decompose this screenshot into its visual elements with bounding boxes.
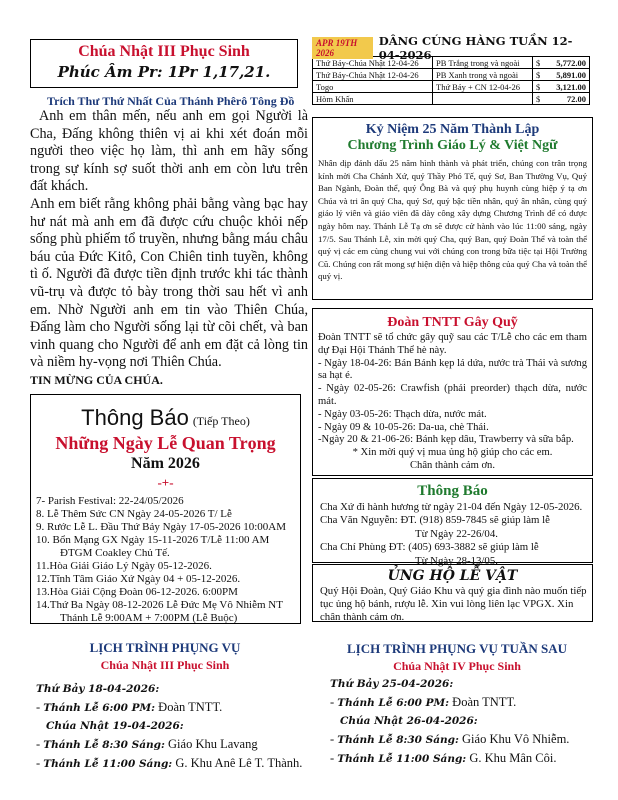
tntt-intro: Đoàn TNTT sẽ tổ chức gây quỹ sau các T/Lễ cho các em tham dự Đại Hội Thánh Thể hè này. — [318, 332, 587, 356]
schedule-right-subtitle: Chúa Nhật IV Phục Sinh — [393, 659, 521, 673]
table-row: Hòm Khấn $ 72.00 — [313, 93, 590, 105]
table-row: Thứ Bảy-Chúa Nhật 12-04-26 PB Xanh trong và ngoài $ 5,891.00 — [313, 69, 590, 81]
anniversary-body: Nhân dịp đánh dấu 25 năm hình thành và phát triển, chúng con trân trọng kính mời Cha Chánh Xứ, quý Thầy Phó Tế, quý Sơ, Ban Thường Vụ, Quý Ban Ngành, Đoàn thể, quý Ông Bà và quý phụ huynh cùng hiệp ý tạ ơn Chúa và tri ân quý Cha, quý Sơ, quý bậc tiền nhân, quý ân nhân, cùng quý giáo lý viên và giáo viên đã dày công xây dựng Chương Trình để có được ngày hôm nay. Thánh Lễ Tạ ơn sẽ được cử hành vào lúc 11:00 sáng, ngày 17/5. Sau Thánh Lễ, xin mời quý Cha, quý Ban, quý Đoàn Thể và toàn thể quý vị các em cùng chung vui với chúng con trong bữa tiệc tại Hội Trường Cũ. Chúng con rất mong sự hiện diện và hiệp thông của quý Cha và toàn thể quý vị. — [318, 158, 587, 282]
tntt-title: Đoàn TNTT Gây Quỹ — [387, 315, 518, 330]
announcement-box — [30, 394, 301, 624]
tntt-box — [312, 308, 593, 476]
reading-paragraph-1: Anh em thân mến, nếu anh em gọi Người là Cha, Đấng không thiên vị ai khi xét đoán mỗi người theo việc họ làm, thì anh em hãy sống trong sự kính sợ suốt thời anh em còn lưu trên đất khách. — [30, 108, 308, 195]
schedule-left-subtitle: Chúa Nhật III Phục Sinh — [100, 658, 230, 672]
notice-line: Từ Ngày 22-26/04. — [415, 527, 498, 540]
list-item: 10. Bổn Mạng GX Ngày 15-11-2026 T/Lễ 11:00 AM — [36, 534, 270, 546]
offering-date-tag: APR 19TH 2026 — [312, 37, 373, 59]
list-item: 12.Tĩnh Tâm Giáo Xứ Ngày 04 + 05-12-2026. — [36, 573, 241, 585]
list-item: 9. Rước Lễ L. Đầu Thứ Bảy Ngày 17-05-2026 10:00AM — [36, 521, 287, 533]
notice-line: Cha Văn Nguyễn: ĐT. (918) 859-7845 sẽ giúp làm lễ — [320, 514, 550, 527]
list-item: 13.Hòa Giải Cộng Đoàn 06-12-2026. 6:00PM — [36, 586, 238, 598]
list-item: Chân thành cảm ơn. — [409, 459, 496, 471]
mass-assignment: G. Khu Anê Lê T. Thành. — [175, 756, 303, 770]
offering-table — [312, 56, 590, 105]
mass-time-label: Thánh Lễ 6:00 PM: — [337, 697, 450, 709]
mass-time-label: Thánh Lễ 11:00 Sáng: — [337, 753, 467, 765]
list-item: 8. Lễ Thêm Sức CN Ngày 24-05-2026 T/ Lễ — [36, 508, 232, 520]
list-item: Thánh Lễ 9:00AM + 7:00PM (Lễ Buộc) — [60, 612, 238, 624]
event-list — [36, 495, 300, 625]
schedule-right-list: Thứ Bảy 25-04-2026: - Thánh Lễ 6:00 PM: Đoàn TNTT. Chúa Nhật 26-04-2026: - Thánh Lễ 8:30 Sáng: Giáo Khu Vô Nhiễm. - Thánh Lễ 11:00 Sáng: G. Khu Mân Côi. — [330, 675, 595, 768]
mass-time-label: Thánh Lễ 8:30 Sáng: — [43, 739, 165, 751]
gospel-reference: Phúc Âm Pr: 1Pr 1,17,21. — [57, 63, 271, 81]
list-item: - Ngày 18-04-26: Bán Bánh kẹp lá dứa, nước trà Thái và sương sa hạt é. — [318, 357, 587, 382]
mass-time-label: Thánh Lễ 8:30 Sáng: — [337, 734, 459, 746]
schedule-left — [30, 640, 300, 673]
offering-title: DÂNG CÚNG HÀNG TUẦN 12-04-2026 — [378, 33, 573, 62]
mass-time-label: Thánh Lễ 11:00 Sáng: — [43, 758, 173, 770]
support-body: Quý Hội Đoàn, Quý Giáo Khu và quý gia đình nào muốn tiếp tục ủng hộ bánh, rượu lễ. Xin vui lòng liên lạc VPGX. Xin chân thành cảm ơn. — [320, 585, 587, 623]
list-item: 14.Thứ Ba Ngày 08-12-2026 Lễ Đức Mẹ Vô Nhiễm NT — [36, 599, 283, 611]
list-item: 7- Parish Festival: 22-24/05/2026 — [36, 495, 184, 507]
mass-time-label: Thánh Lễ 6:00 PM: — [43, 702, 156, 714]
schedule-right-day1: Thứ Bảy 25-04-2026: — [330, 678, 454, 690]
list-item: - Ngày 03-05-26: Thạch dừa, nước mát. — [318, 408, 487, 420]
schedule-left-title: LỊCH TRÌNH PHỤNG VỤ — [89, 640, 241, 655]
list-item: 11.Hòa Giải Giáo Lý Ngày 05-12-2026. — [36, 560, 212, 572]
announcement-title: Thông Báo — [81, 405, 189, 430]
mass-assignment: G. Khu Mân Côi. — [469, 751, 557, 765]
notice-line: Cha Chí Phùng ĐT: (405) 693-3882 sẽ giúp làm lễ — [320, 541, 539, 554]
list-item: -Ngày 20 & 21-06-26: Bánh kẹp dâu, Trawberry và sữa bắp. — [318, 434, 574, 446]
table-row: Thứ Bảy-Chúa Nhật 12-04-26 PB Trắng trong và ngoài $ 5,772.00 — [313, 57, 590, 69]
announcement-title-note: (Tiếp Theo) — [192, 414, 250, 428]
mass-assignment: Đoàn TNTT. — [452, 695, 517, 709]
schedule-left-day2: Chúa Nhật 19-04-2026: — [46, 720, 184, 732]
mass-assignment: Giáo Khu Vô Nhiễm. — [462, 732, 570, 746]
schedule-right — [318, 641, 596, 674]
schedule-right-day2: Chúa Nhật 26-04-2026: — [340, 715, 478, 727]
announcement-year: Năm 2026 — [131, 455, 200, 472]
list-item: ĐTGM Coakley Chủ Tế. — [60, 547, 170, 559]
sunday-title: Chúa Nhật III Phục Sinh — [78, 43, 250, 60]
mass-assignment: Đoàn TNTT. — [158, 700, 223, 714]
notice-line: Từ Ngày 28-13/05. — [415, 554, 498, 567]
list-item: - Ngày 02-05-26: Crawfish (phải preorder) thạch dừa, nước mát. — [318, 383, 587, 407]
list-item: - Ngày 09 & 10-05-26: Da-ua, chè Thái. — [318, 421, 489, 433]
notice-line: Cha Xứ đi hành hương từ ngày 21-04 đến Ngày 12-05-2026. — [320, 501, 583, 513]
schedule-left-day1: Thứ Bảy 18-04-2026: — [36, 683, 160, 695]
list-item: * Xin mời quý vị mua ủng hộ giúp cho các em. — [352, 447, 553, 459]
table-row: Togo Thứ Bảy + CN 12-04-26 $ 3,121.00 — [313, 81, 590, 93]
anniversary-box — [312, 117, 593, 300]
notice-title: Thông Báo — [417, 483, 488, 499]
notice-box — [312, 478, 593, 567]
reading-closing: TIN MỪNG CỦA CHÚA. — [30, 373, 163, 387]
support-box — [312, 564, 593, 622]
schedule-right-title: LỊCH TRÌNH PHỤNG VỤ TUẦN SAU — [347, 641, 567, 656]
support-title: ỦNG HỘ LỄ VẬT — [387, 568, 518, 584]
reading-heading: Trích Thư Thứ Nhất Của Thánh Phêrô Tông Đồ — [47, 94, 295, 108]
announcement-divider: -+- — [157, 475, 174, 490]
sunday-header-box — [30, 39, 298, 88]
offering-section — [312, 33, 590, 105]
anniversary-title-2: Chương Trình Giáo Lý & Việt Ngữ — [347, 138, 558, 153]
announcement-subtitle: Những Ngày Lễ Quan Trọng — [55, 433, 276, 453]
schedule-left-list: Thứ Bảy 18-04-2026: - Thánh Lễ 6:00 PM: Đoàn TNTT. Chúa Nhật 19-04-2026: - Thánh Lễ 8:30 Sáng: Giáo Khu Lavang - Thánh Lễ 11:00 Sáng: G. Khu Anê Lê T. Thành. — [36, 680, 306, 773]
reading-paragraph-2: Anh em biết rằng không phải bằng vàng bạc hay hư nát mà anh em đã được cứu chuộc khỏi nếp sống phù phiếm tổ truyền, nhưng bằng máu châu báu của Đức Kitô, Con Chiên tinh tuyền, không tì ố. Người đã được tiền định trước khi tác thành vũ-trụ và được tỏ bày trong thời sau hết vì anh em. Nhờ Người anh em tin vào Thiên Chúa, Đấng làm cho Người sống lại từ cõi chết, và ban vinh quang cho Người để anh em đặt cả lòng tin và niềm hy-vọng nơi Thiên Chúa. — [30, 196, 308, 371]
anniversary-title-1: Kỷ Niệm 25 Năm Thành Lập — [365, 122, 540, 137]
mass-assignment: Giáo Khu Lavang — [168, 737, 258, 751]
